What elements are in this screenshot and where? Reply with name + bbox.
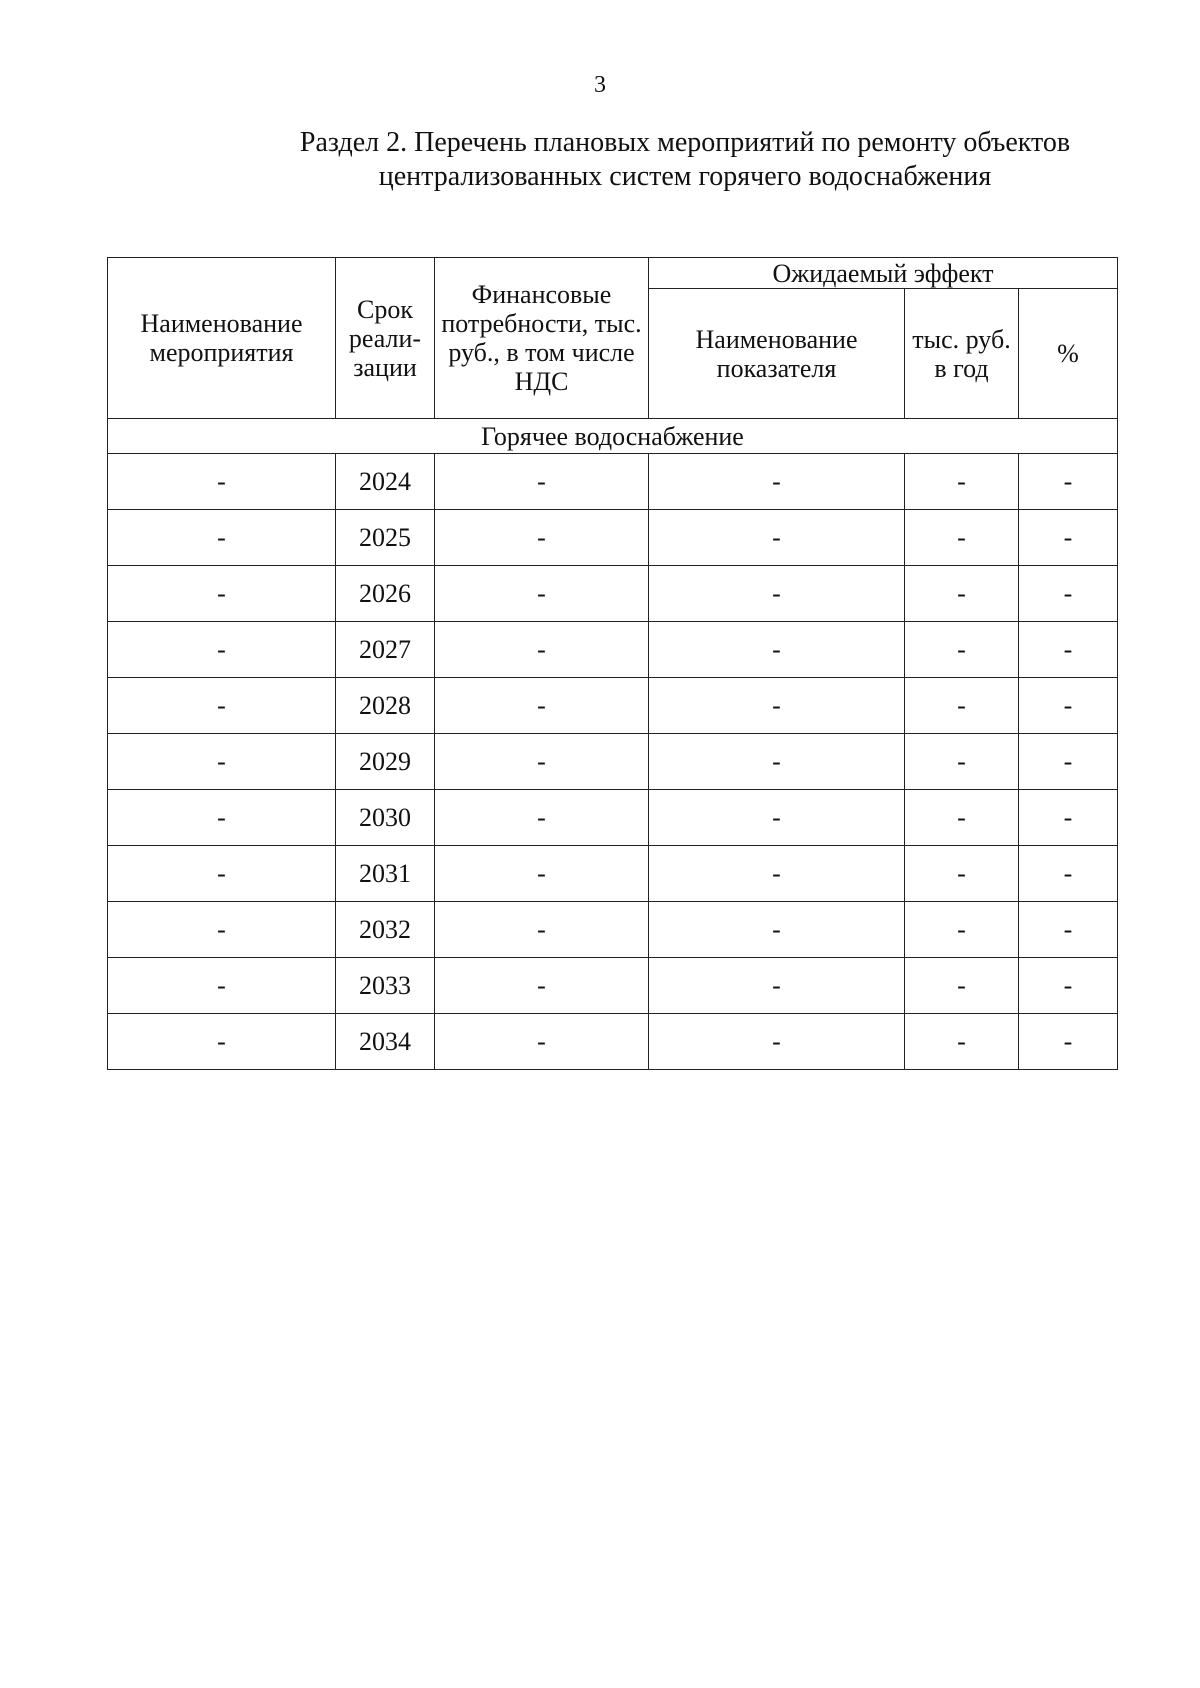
cell-name: - xyxy=(108,1014,336,1070)
cell-percent: - xyxy=(1019,846,1118,902)
cell-thousand-rub: - xyxy=(905,454,1019,510)
cell-year: 2026 xyxy=(336,566,435,622)
cell-finance: - xyxy=(435,454,649,510)
cell-percent: - xyxy=(1019,958,1118,1014)
cell-finance: - xyxy=(435,790,649,846)
cell-finance: - xyxy=(435,622,649,678)
cell-indicator: - xyxy=(649,846,905,902)
cell-year: 2034 xyxy=(336,1014,435,1070)
cell-thousand-rub: - xyxy=(905,566,1019,622)
header-expected-effect: Ожидаемый эффект xyxy=(649,258,1118,289)
table-row xyxy=(108,958,1118,1014)
header-term: Срок реали-зации xyxy=(336,258,435,419)
table-row xyxy=(108,510,1118,566)
cell-finance: - xyxy=(435,958,649,1014)
cell-thousand-rub: - xyxy=(905,678,1019,734)
header-percent: % xyxy=(1019,289,1118,419)
cell-thousand-rub: - xyxy=(905,1014,1019,1070)
header-thousand-rub: тыс. руб. в год xyxy=(905,289,1019,419)
section-heading xyxy=(250,126,1120,194)
cell-thousand-rub: - xyxy=(905,510,1019,566)
table-row xyxy=(108,1014,1118,1070)
cell-percent: - xyxy=(1019,622,1118,678)
header-finance: Финансовые потребности, тыс. руб., в том числе НДС xyxy=(435,258,649,419)
cell-finance: - xyxy=(435,678,649,734)
cell-thousand-rub: - xyxy=(905,958,1019,1014)
cell-year: 2025 xyxy=(336,510,435,566)
cell-name: - xyxy=(108,454,336,510)
table-row xyxy=(108,734,1118,790)
cell-name: - xyxy=(108,678,336,734)
cell-finance: - xyxy=(435,1014,649,1070)
cell-name: - xyxy=(108,958,336,1014)
cell-year: 2030 xyxy=(336,790,435,846)
cell-thousand-rub: - xyxy=(905,622,1019,678)
cell-thousand-rub: - xyxy=(905,846,1019,902)
cell-name: - xyxy=(108,734,336,790)
cell-thousand-rub: - xyxy=(905,734,1019,790)
heading-line-2: централизованных систем горячего водоснабжения xyxy=(378,161,992,192)
cell-percent: - xyxy=(1019,734,1118,790)
cell-indicator: - xyxy=(649,566,905,622)
table-row xyxy=(108,566,1118,622)
cell-finance: - xyxy=(435,734,649,790)
cell-indicator: - xyxy=(649,902,905,958)
header-indicator: Наименование показателя xyxy=(649,289,905,419)
measures-table xyxy=(107,257,1118,1070)
table-row xyxy=(108,902,1118,958)
cell-year: 2024 xyxy=(336,454,435,510)
table-row xyxy=(108,622,1118,678)
cell-year: 2031 xyxy=(336,846,435,902)
page-number: 3 xyxy=(594,72,606,98)
cell-indicator: - xyxy=(649,678,905,734)
cell-finance: - xyxy=(435,902,649,958)
cell-finance: - xyxy=(435,846,649,902)
cell-indicator: - xyxy=(649,622,905,678)
cell-name: - xyxy=(108,846,336,902)
table-row xyxy=(108,790,1118,846)
cell-indicator: - xyxy=(649,510,905,566)
heading-line-1: Раздел 2. Перечень плановых мероприятий по ремонту объектов xyxy=(299,127,1071,158)
header-name: Наименование мероприятия xyxy=(108,258,336,419)
section-label: Горячее водоснабжение xyxy=(108,419,1118,454)
cell-percent: - xyxy=(1019,566,1118,622)
table-row xyxy=(108,454,1118,510)
cell-indicator: - xyxy=(649,454,905,510)
cell-year: 2033 xyxy=(336,958,435,1014)
table-row xyxy=(108,678,1118,734)
cell-thousand-rub: - xyxy=(905,902,1019,958)
cell-name: - xyxy=(108,622,336,678)
section-row xyxy=(108,419,1118,454)
cell-year: 2032 xyxy=(336,902,435,958)
cell-finance: - xyxy=(435,566,649,622)
cell-indicator: - xyxy=(649,734,905,790)
cell-percent: - xyxy=(1019,1014,1118,1070)
cell-year: 2028 xyxy=(336,678,435,734)
table-row xyxy=(108,846,1118,902)
cell-percent: - xyxy=(1019,678,1118,734)
cell-indicator: - xyxy=(649,790,905,846)
cell-name: - xyxy=(108,566,336,622)
cell-name: - xyxy=(108,902,336,958)
cell-percent: - xyxy=(1019,902,1118,958)
cell-thousand-rub: - xyxy=(905,790,1019,846)
cell-year: 2027 xyxy=(336,622,435,678)
cell-name: - xyxy=(108,790,336,846)
cell-year: 2029 xyxy=(336,734,435,790)
cell-indicator: - xyxy=(649,1014,905,1070)
cell-name: - xyxy=(108,510,336,566)
cell-percent: - xyxy=(1019,510,1118,566)
cell-indicator: - xyxy=(649,958,905,1014)
cell-percent: - xyxy=(1019,454,1118,510)
cell-percent: - xyxy=(1019,790,1118,846)
cell-finance: - xyxy=(435,510,649,566)
